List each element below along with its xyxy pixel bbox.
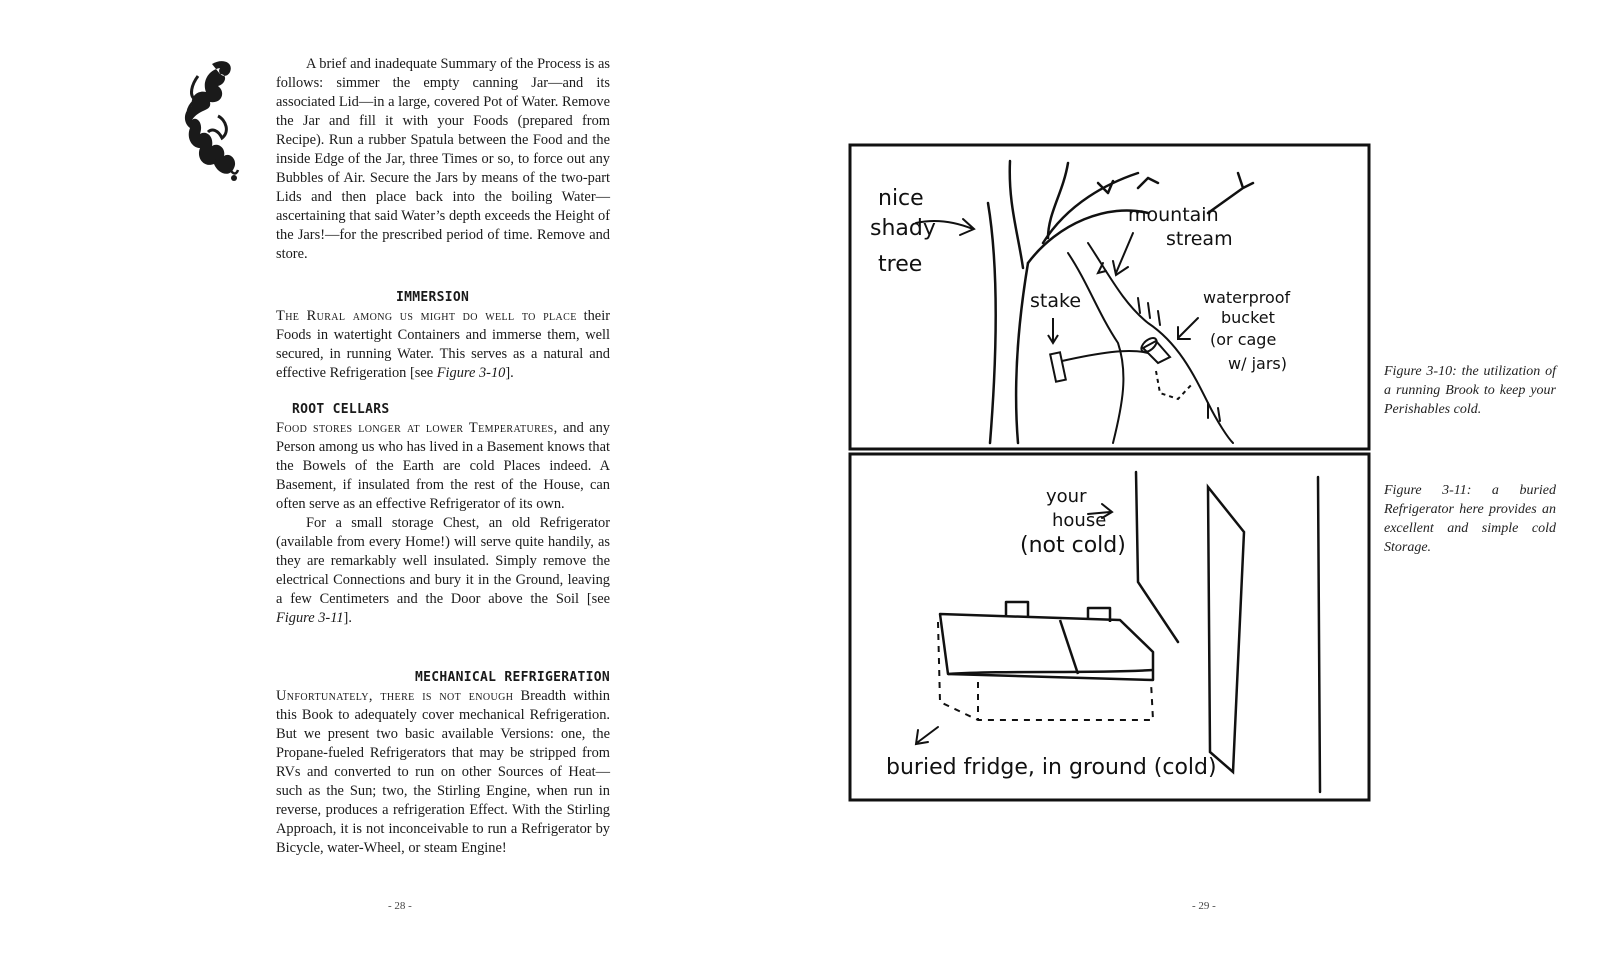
figure-3-10-caption: Figure 3-10: the utilization of a running Brook to keep your Perishables cold.	[1384, 364, 1556, 417]
figure-3-10-drawing	[848, 143, 1371, 451]
page-number-left: - 28 -	[388, 900, 412, 912]
label-shady: shady	[870, 216, 936, 241]
figure-3-11-caption: Figure 3-11: a buried Refrigerator here provides an excellent and simple cold Storage.	[1384, 483, 1556, 555]
house-drawing	[1136, 472, 1320, 792]
mechanical-paragraph	[276, 687, 610, 858]
page-number-right: - 29 -	[1192, 900, 1216, 912]
root-cellars-paragraph	[276, 419, 610, 514]
label-or-cage: (or cage	[1210, 330, 1277, 349]
label-waterproof: waterproof	[1203, 288, 1291, 307]
root-cellars-lead: Food stores longer at lower Temperatures,	[276, 420, 558, 436]
stake-drawing	[1048, 318, 1148, 382]
label-mountain: mountain	[1128, 204, 1219, 226]
fridge-drawing	[938, 602, 1153, 720]
figure-3-11-link[interactable]: Figure 3-11	[276, 610, 344, 626]
label-tree: tree	[878, 252, 923, 277]
label-buried-fridge: buried fridge, in ground (cold)	[886, 755, 1217, 780]
immersion-lead: The Rural among us might do well to place	[276, 308, 577, 324]
label-nice: nice	[878, 186, 924, 211]
immersion-text: their Foods in watertight Containers and immerse them, well secured, in running Water. This serves as a natural and effective Refrigeration [see	[276, 308, 610, 381]
root-cellars-section	[276, 400, 610, 628]
label-w-jars: w/ jars)	[1228, 354, 1287, 373]
ornamental-initial-icon	[178, 56, 242, 186]
root-cellars-heading: ROOT CELLARS	[292, 402, 390, 417]
bucket-drawing	[1139, 335, 1193, 399]
summary-section	[276, 55, 610, 264]
mechanical-lead: Unfortunately, there is not enough	[276, 688, 514, 704]
label-stake: stake	[1030, 290, 1082, 312]
label-arrows	[916, 219, 1198, 339]
label-not-cold: (not cold)	[1020, 533, 1126, 558]
label-stream: stream	[1166, 228, 1233, 250]
summary-paragraph: A brief and inadequate Summary of the Process is as follows: simmer the empty canning Jar—and its associated Lid—in a large, covered Pot of Water. Remove the Jar and fill it with your Foods (prepared from Recipe). Run a rubber Spatula between the Food and the inside Edge of the Jar, three Times or so, to force out any Bubbles of Air. Secure the Jars by means of the two-part Lids and then place back into the boiling Water—ascertaining that said Water’s depth exceeds the Height of the Jars!—for the prescribed period of time. Remove and store.	[276, 56, 610, 262]
figure-3-11-panel	[848, 452, 1371, 820]
mechanical-section	[276, 668, 610, 858]
root-cellars-para2: For a small storage Chest, an old Refrigerator (available from every Home!) will serve quite handily, as they are remarkably well insulated. Simply remove the electrical Connections and bury it in the Ground, leaving a few Centimeters and the Door above the Soil [see	[276, 515, 610, 607]
label-house: house	[1052, 510, 1107, 531]
immersion-text-end: ].	[505, 365, 514, 381]
label-bucket: bucket	[1221, 308, 1275, 327]
label-your: your	[1046, 486, 1087, 507]
root-cellars-paragraph-2	[276, 514, 610, 628]
root-cellars-para2-end: ].	[343, 610, 352, 626]
right-page	[800, 0, 1600, 971]
figure-3-10-panel	[848, 143, 1371, 451]
immersion-section	[276, 288, 610, 383]
mechanical-heading: MECHANICAL REFRIGERATION	[414, 670, 610, 685]
mechanical-text: Breadth within this Book to adequately cover mechanical Refrigeration. But we present two basic available Versions: one, the Propane-fueled Refrigerators that may be stripped from RVs and converted to run on other Sources of Heat—such as the Sun; two, the Stirling Engine, when run in reverse, produces a refrigeration Effect. With the Stirling Approach, it is not inconceivable to run a Refrigerator by Bicycle, water-Wheel, or steam Engine!	[276, 688, 610, 856]
figure-3-10-link[interactable]: Figure 3-10	[436, 365, 506, 381]
immersion-paragraph	[276, 307, 610, 383]
immersion-heading: IMMERSION	[396, 290, 470, 305]
figure-3-11-drawing	[848, 452, 1371, 820]
root-cellars-text: and any Person among us who has lived in a Basement knows that the Bowels of the Earth are cold Places indeed. A Basement, if insulated from the rest of the House, can often serve as an effective Refrigerator of its own.	[276, 420, 610, 512]
